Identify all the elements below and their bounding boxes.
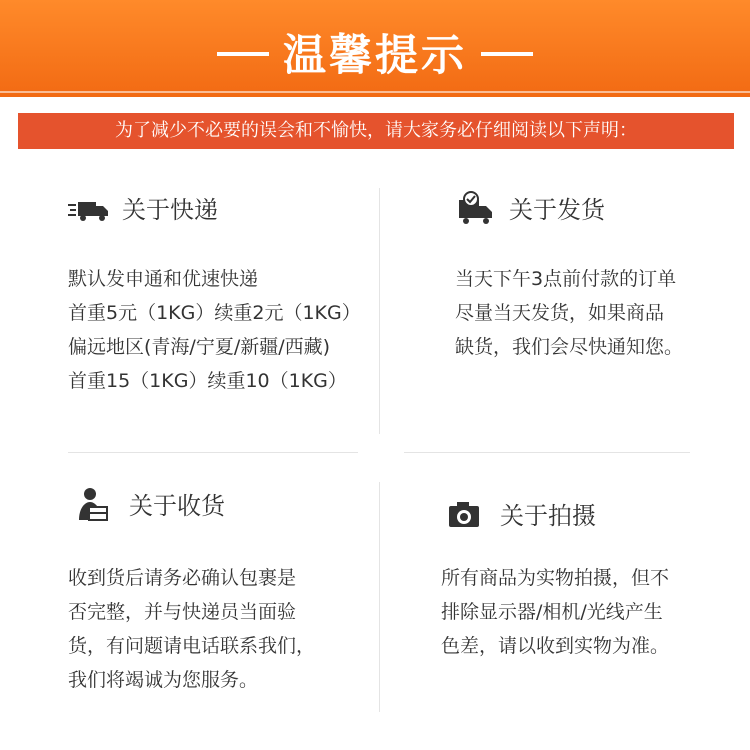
horizontal-divider-left	[68, 452, 358, 453]
section-body-photography	[441, 561, 669, 663]
section-title-delivery	[68, 190, 218, 230]
text-line: 当天下午3点前付款的订单	[455, 268, 677, 290]
section-title-label: 关于收货	[129, 492, 225, 520]
text-line: 偏远地区(青海/宁夏/新疆/西藏)	[68, 336, 331, 358]
text-line: 否完整，并与快递员当面验	[68, 601, 297, 623]
text-line: 默认发申通和优速快递	[68, 268, 259, 290]
header-bar	[0, 0, 750, 97]
section-body-shipping	[455, 262, 683, 364]
title-dash-left	[217, 52, 269, 56]
text-line: 首重15（1KG）续重10（1KG）	[68, 370, 347, 392]
section-title-label: 关于拍摄	[500, 502, 596, 530]
section-body-receiving	[68, 561, 315, 697]
text-line: 缺货，我们会尽快通知您。	[455, 336, 684, 358]
text-line: 我们将竭诚为您服务。	[68, 669, 259, 691]
receive-package-icon	[75, 486, 117, 526]
text-line: 尽量当天发货，如果商品	[455, 302, 665, 324]
text-line: 收到货后请务必确认包裹是	[68, 567, 297, 589]
camera-icon	[446, 496, 488, 536]
notice-banner: 为了减少不必要的误会和不愉快，请大家务必仔细阅读以下声明：	[18, 113, 734, 149]
header-divider	[0, 91, 750, 93]
vertical-divider-bottom	[379, 482, 380, 712]
text-line: 首重5元（1KG）续重2元（1KG）	[68, 302, 361, 324]
text-line: 排除显示器/相机/光线产生	[441, 601, 663, 623]
vertical-divider-top	[379, 188, 380, 434]
section-title-shipping	[455, 190, 605, 230]
section-title-label: 关于发货	[509, 196, 605, 224]
shipping-check-icon	[455, 190, 497, 230]
horizontal-divider-right	[404, 452, 690, 453]
section-title-receiving	[75, 486, 225, 526]
truck-icon	[68, 190, 110, 230]
text-line: 色差，请以收到实物为准。	[441, 635, 670, 657]
text-line: 货，有问题请电话联系我们，	[68, 635, 316, 657]
section-title-label: 关于快递	[122, 196, 218, 224]
section-body-delivery	[68, 262, 361, 398]
text-line: 所有商品为实物拍摄，但不	[441, 567, 670, 589]
page-title: 温馨提示	[0, 22, 750, 83]
section-title-photography	[446, 496, 596, 536]
title-dash-right	[481, 52, 533, 56]
